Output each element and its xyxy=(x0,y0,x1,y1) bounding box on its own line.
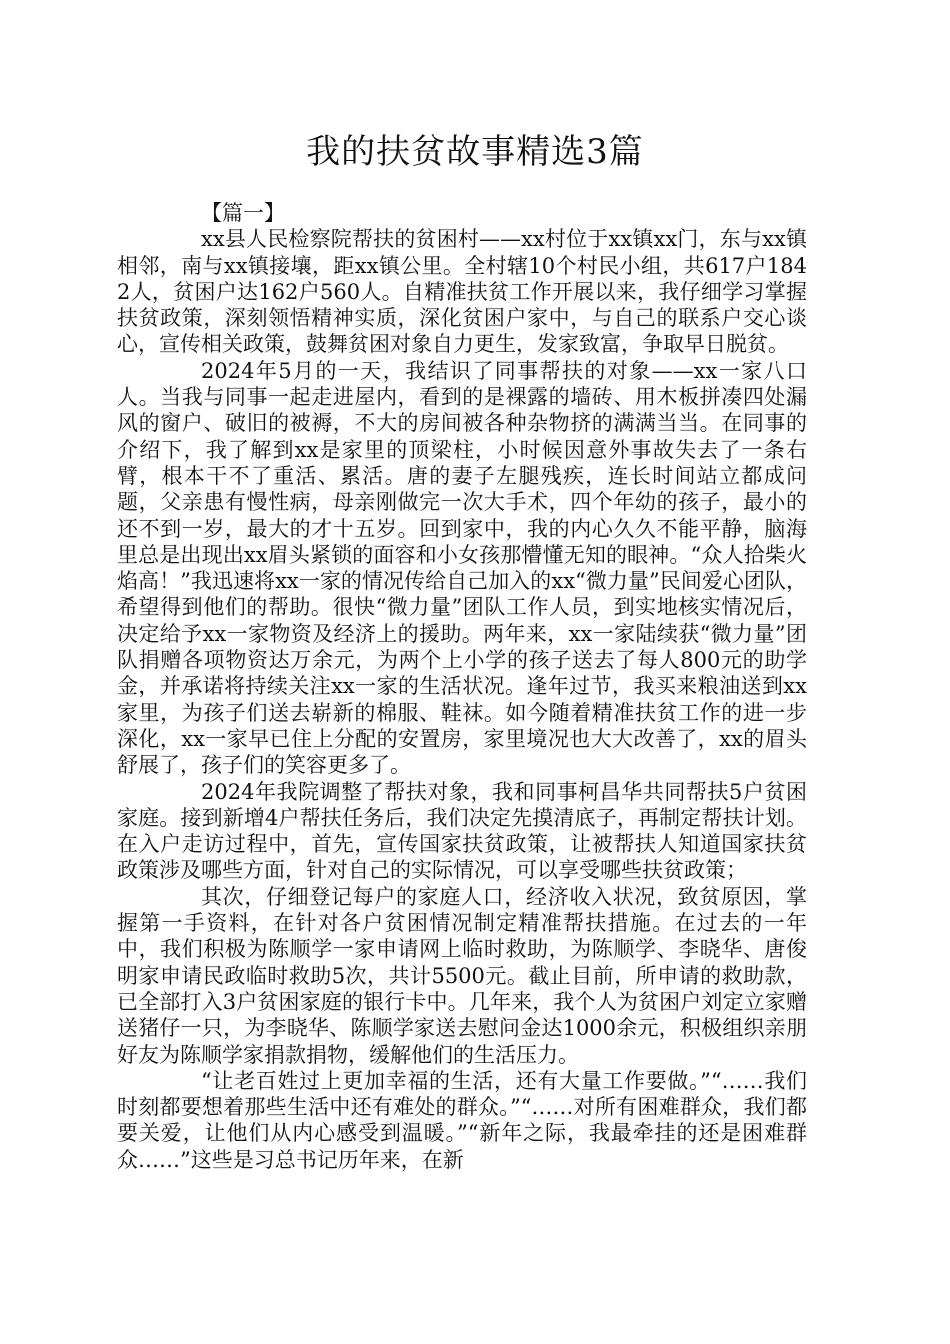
document-body xyxy=(117,200,807,1173)
paragraph-5: “让老百姓过上更加幸福的生活，还有大量工作要做。”“……我们时刻都要想着那些生活中还有难处的群众。”“……对所有困难群众，我们都要关爱，让他们从内心感受到温暖。”“新年之际，我最牵挂的还是困难群众……”这些是习总书记历年来，在新 xyxy=(117,1068,807,1172)
section-label: 【篇一】 xyxy=(201,201,285,225)
paragraph-1: xx县人民检察院帮扶的贫困村——xx村位于xx镇xx门，东与xx镇相邻，南与xx镇接壤，距xx镇公里。全村辖10个村民小组，共617户1842人，贫困户达162户560人。自精准扶贫工作开展以来，我仔细学习掌握扶贫政策，深刻领悟精神实质，深化贫困户家中，与自己的联系户交心谈心，宣传相关政策，鼓舞贫困对象自力更生，发家致富，争取早日脱贫。 xyxy=(117,227,807,357)
paragraph-4: 其次，仔细登记每户的家庭人口，经济收入状况，致贫原因，掌握第一手资料，在针对各户贫困情况制定精准帮扶措施。在过去的一年中，我们积极为陈顺学一家申请网上临时救助，为陈顺学、李晓华、唐俊明家申请民政临时救助5次，共计5500元。截止目前，所申请的救助款，已全部打入3户贫困家庭的银行卡中。几年来，我个人为贫困户刘定立家赠送猪仔一只，为李晓华、陈顺学家送去慰问金达1000余元，积极组织亲朋好友为陈顺学家捐款捐物，缓解他们的生活压力。 xyxy=(117,884,807,1067)
document-title: 我的扶贫故事精选3篇 xyxy=(306,132,644,172)
paragraph-2: 2024年5月的一天，我结识了同事帮扶的对象——xx一家八口人。当我与同事一起走进屋内，看到的是裸露的墙砖、用木板拼凑四处漏风的窗户、破旧的被褥，不大的房间被各种杂物挤的满满当当。在同事的介绍下，我了解到xx是家里的顶梁柱，小时候因意外事故失去了一条右臂，根本干不了重活、累活。唐的妻子左腿残疾，连长时间站立都成问题，父亲患有慢性病，母亲刚做完一次大手术，四个年幼的孩子，最小的还不到一岁，最大的才十五岁。回到家中，我的内心久久不能平静，脑海里总是出现出xx眉头紧锁的面容和小女孩那懵懂无知的眼神。“众人拾柴火焰高！”我迅速将xx一家的情况传给自己加入的xx“微力量”民间爱心团队，希望得到他们的帮助。很快“微力量”团队工作人员，到实地核实情况后，决定给予xx一家物资及经济上的援助。两年来，xx一家陆续获“微力量”团队捐赠各项物资达万余元，为两个上小学的孩子送去了每人800元的助学金，并承诺将持续关注xx一家的生活状况。逢年过节，我买来粮油送到xx家里，为孩子们送去崭新的棉服、鞋袜。如今随着精准扶贫工作的进一步深化，xx一家早已住上分配的安置房，家里境况也大大改善了，xx的眉头舒展了，孩子们的笑容更多了。 xyxy=(117,358,807,778)
paragraph-3: 2024年我院调整了帮扶对象，我和同事柯昌华共同帮扶5户贫困家庭。接到新增4户帮扶任务后，我们决定先摸清底子，再制定帮扶计划。在入户走访过程中，首先，宣传国家扶贫政策，让被帮扶人知道国家扶贫政策涉及哪些方面，针对自己的实际情况，可以享受哪些扶贫政策； xyxy=(117,779,807,883)
